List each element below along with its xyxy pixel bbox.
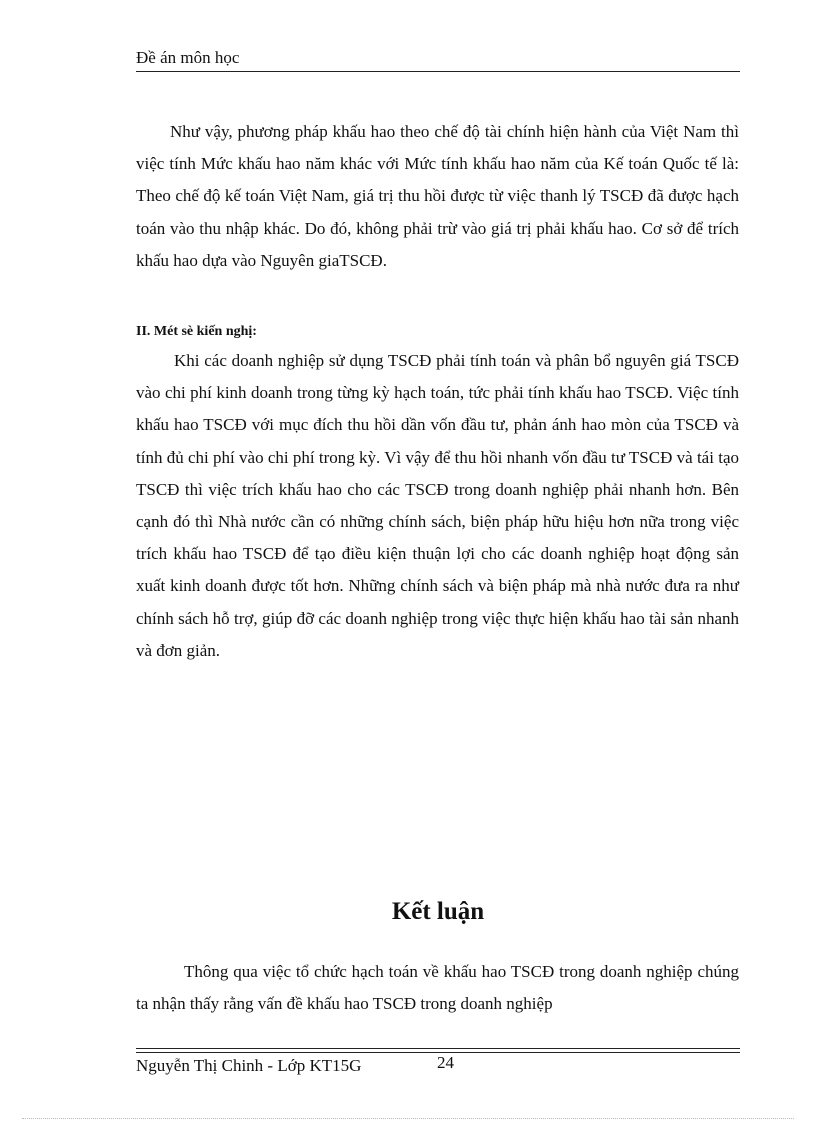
page-bottom-dotted-border: [22, 1118, 794, 1119]
footer-rule-top: [136, 1048, 740, 1049]
paragraph-depreciation-method: Như vậy, phương pháp khấu hao theo chế độ tài chính hiện hành của Việt Nam thì việc tính Mức khấu hao năm khác với Mức tính khấu hao năm của Kế toán Quốc tế là: Theo chế độ kế toán Việt Nam, giá trị thu hồi được từ việc thanh lý TSCĐ đã được hạch toán vào thu nhập khác. Do đó, không phải trừ vào giá trị phải khấu hao. Cơ sở để trích khấu hao dựa vào Nguyên giaTSCĐ.: [136, 122, 739, 270]
header-title: Đề án môn học: [136, 48, 240, 67]
conclusion-title: Kết luận: [391, 898, 485, 925]
section-heading-recommendations: II. Mét sè kiến nghị:: [136, 324, 257, 339]
header-rule: [136, 71, 740, 72]
paragraph-conclusion: Thông qua việc tổ chức hạch toán về khấu hao TSCĐ trong doanh nghiệp chúng ta nhận thấy rằng vấn đề khấu hao TSCĐ trong doanh nghiệp: [136, 962, 739, 1014]
paragraph-recommendations: Khi các doanh nghiệp sử dụng TSCĐ phải tính toán và phân bổ nguyên giá TSCĐ vào chi phí kinh doanh trong từng kỳ hạch toán, tức phải tính khấu hao TSCĐ. Việc tính khấu hao TSCĐ với mục đích thu hồi dần vốn đầu tư, phản ánh hao mòn của TSCĐ và tính đủ chi phí vào chi phí trong kỳ. Vì vậy để thu hồi nhanh vốn đầu tư TSCĐ và tái tạo TSCĐ thì việc trích khấu hao cho các TSCĐ trong doanh nghiệp phải nhanh hơn. Bên cạnh đó thì Nhà nước cần có những chính sách, biện pháp hữu hiệu hơn nữa trong việc trích khấu hao TSCĐ để tạo điều kiện thuận lợi cho các doanh nghiệp hoạt động sản xuất kinh doanh được tốt hơn. Những chính sách và biện pháp mà nhà nước đưa ra như chính sách hỗ trợ, giúp đỡ các doanh nghiệp trong việc thực hiện khấu hao tài sản nhanh và đơn giản.: [136, 351, 739, 660]
footer-author: Nguyễn Thị Chinh - Lớp KT15G: [136, 1056, 362, 1075]
page-number: 24: [437, 1053, 454, 1072]
